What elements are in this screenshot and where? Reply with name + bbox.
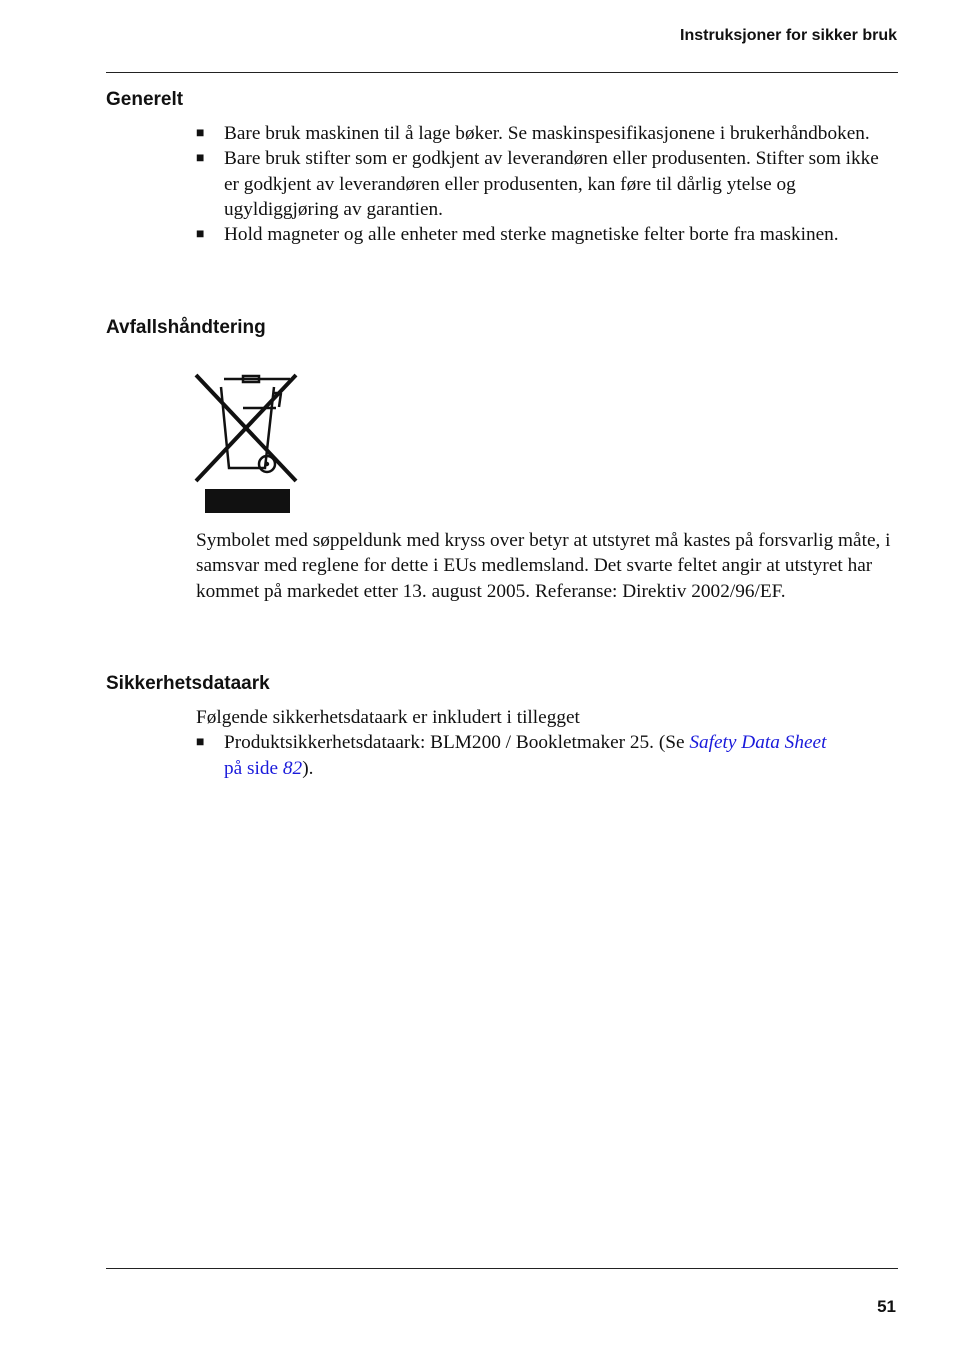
list-item xyxy=(196,146,898,222)
section-heading-waste: Avfallshåndtering xyxy=(106,317,266,338)
safety-data-bullet-suffix: ). xyxy=(302,757,314,779)
running-header-title: Instruksjoner for sikker bruk xyxy=(680,27,897,44)
section-heading-general: Generelt xyxy=(106,89,184,110)
safety-data-page-prefix: på side xyxy=(224,757,283,779)
bullet-square-icon: ■ xyxy=(196,151,205,167)
list-item xyxy=(196,222,898,247)
footer-rule xyxy=(106,1268,898,1269)
list-item xyxy=(196,730,898,781)
page-number: 51 xyxy=(877,1297,896,1316)
waste-description-block xyxy=(196,528,898,604)
bullet-square-icon: ■ xyxy=(196,227,205,243)
safety-data-page-number: 82 xyxy=(282,757,303,779)
list-item xyxy=(196,121,898,146)
general-bullet-text: Hold magneter og alle enheter med sterke magnetiske felter borte fra maskinen. xyxy=(224,224,839,246)
safety-data-bullet-prefix: Produktsikkerhetsdataark: BLM200 / Bookletmaker 25. (Se xyxy=(224,732,690,754)
header-rule xyxy=(106,72,898,73)
general-bullet-text: Bare bruk stifter som er godkjent av leverandøren eller produsenten. Stifter som ikke er godkjent av leverandøren eller produsenten, kan føre til dårlig ytelse og ugyldiggjøring av garantien. xyxy=(224,148,879,220)
safety-data-block xyxy=(196,705,898,781)
crossed-out-wheelie-bin-icon xyxy=(190,368,302,516)
general-bullet-list xyxy=(196,121,898,247)
waste-description: Symbolet med søppeldunk med kryss over betyr at utstyret må kastes på forsvarlig måte, i samsvar med reglene for dette i EUs medlemsland. Det svarte feltet angir at utstyret har kommet på markedet etter 13. august 2005. Referanse: Direktiv 2002/96/EF. xyxy=(196,530,891,602)
general-bullet-text: Bare bruk maskinen til å lage bøker. Se maskinspesifikasjonene i brukerhåndboken. xyxy=(224,123,870,144)
safety-data-sheet-link-text: Safety Data Sheet xyxy=(689,732,827,754)
bullet-square-icon: ■ xyxy=(196,735,205,751)
bullet-square-icon: ■ xyxy=(196,126,205,141)
section-heading-safety-data: Sikkerhetsdataark xyxy=(106,673,270,694)
safety-data-intro: Følgende sikkerhetsdataark er inkludert i tillegget xyxy=(196,707,580,728)
